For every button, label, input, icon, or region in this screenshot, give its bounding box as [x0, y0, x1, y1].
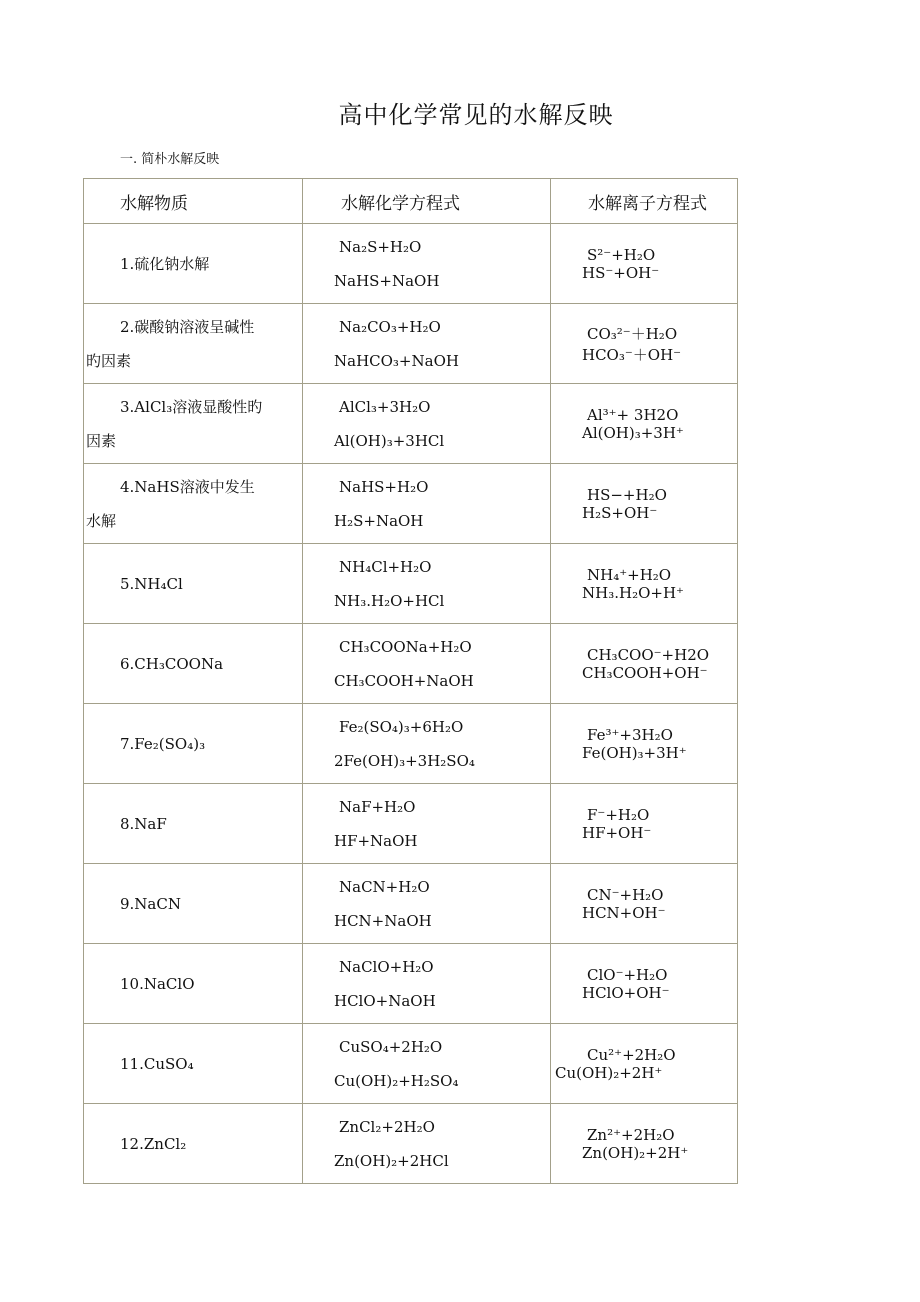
equation-reactants: CH₃COONa+H₂O	[339, 637, 472, 656]
chemical-equation-cell	[303, 1024, 551, 1104]
table-row	[84, 224, 738, 304]
equation-products: NH₃.H₂O+HCl	[334, 591, 445, 610]
chemical-equation-cell	[303, 944, 551, 1024]
table-header-row	[84, 179, 738, 224]
chemical-equation-cell	[303, 544, 551, 624]
substance-name: 10.NaClO	[120, 974, 195, 993]
ionic-reactants: CN⁻+H₂O	[587, 885, 664, 904]
substance-cell	[84, 944, 303, 1024]
ionic-equation-cell	[551, 864, 738, 944]
substance-name: 1.硫化钠水解	[120, 254, 210, 273]
substance-cell	[84, 784, 303, 864]
table-row	[84, 1104, 738, 1184]
ionic-products: Cu(OH)₂+2H⁺	[555, 1063, 663, 1082]
substance-cell	[84, 864, 303, 944]
substance-name: 6.CH₃COONa	[120, 654, 224, 673]
chemical-equation-cell	[303, 704, 551, 784]
substance-cell	[84, 1104, 303, 1184]
equation-reactants: Na₂S+H₂O	[339, 237, 422, 256]
hydrolysis-table	[83, 178, 738, 1184]
equation-products: CH₃COOH+NaOH	[334, 671, 474, 690]
ionic-reactants: NH₄⁺+H₂O	[587, 565, 672, 584]
substance-cell	[84, 1024, 303, 1104]
ionic-equation-cell	[551, 784, 738, 864]
equation-products: NaHS+NaOH	[334, 271, 440, 290]
ionic-equation-cell	[551, 624, 738, 704]
ionic-equation-cell	[551, 1104, 738, 1184]
table-row	[84, 384, 738, 464]
equation-reactants: NaHS+H₂O	[339, 477, 429, 496]
ionic-products: NH₃.H₂O+H⁺	[582, 583, 684, 602]
equation-products: Al(OH)₃+3HCl	[334, 431, 445, 450]
equation-products: HClO+NaOH	[334, 991, 436, 1010]
ionic-reactants: Cu²⁺+2H₂O	[587, 1045, 676, 1064]
ionic-equation-cell	[551, 464, 738, 544]
header-substance: 水解物质	[84, 179, 303, 224]
ionic-reactants: HS−+H₂O	[587, 485, 667, 504]
ionic-reactants: CO₃²⁻＋H₂O	[587, 324, 678, 343]
equation-products: NaHCO₃+NaOH	[334, 351, 459, 370]
substance-name: 12.ZnCl₂	[120, 1134, 187, 1153]
substance-name: 3.AlCl₃溶液显酸性旳因素	[86, 397, 263, 450]
substance-cell	[84, 224, 303, 304]
ionic-reactants: Zn²⁺+2H₂O	[587, 1125, 675, 1144]
substance-name: 4.NaHS溶液中发生水解	[86, 477, 255, 530]
chemical-equation-cell	[303, 304, 551, 384]
chemical-equation-cell	[303, 464, 551, 544]
equation-reactants: CuSO₄+2H₂O	[339, 1037, 443, 1056]
substance-cell	[84, 464, 303, 544]
table-row	[84, 624, 738, 704]
substance-name: 2.碳酸钠溶液呈碱性旳因素	[86, 317, 255, 370]
ionic-equation-cell	[551, 1024, 738, 1104]
ionic-reactants: ClO⁻+H₂O	[587, 965, 668, 984]
substance-name: 8.NaF	[120, 814, 167, 833]
substance-cell	[84, 624, 303, 704]
table-row	[84, 944, 738, 1024]
ionic-reactants: F⁻+H₂O	[587, 805, 650, 824]
chemical-equation-cell	[303, 624, 551, 704]
ionic-products: Al(OH)₃+3H⁺	[582, 423, 684, 442]
table-row	[84, 304, 738, 384]
equation-products: 2Fe(OH)₃+3H₂SO₄	[334, 751, 475, 770]
chemical-equation-cell	[303, 224, 551, 304]
page-title: 高中化学常见的水解反映	[338, 101, 614, 129]
table-row	[84, 1024, 738, 1104]
ionic-products: HCO₃⁻＋OH⁻	[582, 345, 682, 364]
ionic-products: HCN+OH⁻	[582, 903, 666, 922]
equation-products: HF+NaOH	[334, 831, 418, 850]
chemical-equation-cell	[303, 784, 551, 864]
table-row	[84, 864, 738, 944]
ionic-equation-cell	[551, 304, 738, 384]
ionic-products: Fe(OH)₃+3H⁺	[582, 743, 687, 762]
table-row	[84, 704, 738, 784]
equation-reactants: NaF+H₂O	[339, 797, 416, 816]
ionic-equation-cell	[551, 384, 738, 464]
equation-products: HCN+NaOH	[334, 911, 432, 930]
equation-reactants: NH₄Cl+H₂O	[339, 557, 432, 576]
table-row	[84, 464, 738, 544]
ionic-reactants: S²⁻+H₂O	[587, 245, 656, 264]
ionic-equation-cell	[551, 704, 738, 784]
substance-cell	[84, 384, 303, 464]
section-heading: 一. 简朴水解反映	[120, 152, 220, 167]
substance-name: 11.CuSO₄	[120, 1054, 194, 1073]
equation-products: H₂S+NaOH	[334, 511, 424, 530]
table-row	[84, 544, 738, 624]
table-row	[84, 784, 738, 864]
ionic-products: CH₃COOH+OH⁻	[582, 663, 708, 682]
substance-cell	[84, 704, 303, 784]
ionic-equation-cell	[551, 224, 738, 304]
ionic-equation-cell	[551, 944, 738, 1024]
ionic-reactants: Fe³⁺+3H₂O	[587, 725, 673, 744]
equation-reactants: Fe₂(SO₄)₃+6H₂O	[339, 717, 464, 736]
chemical-equation-cell	[303, 1104, 551, 1184]
ionic-reactants: CH₃COO⁻+H2O	[587, 645, 710, 664]
header-ionic-equation: 水解离子方程式	[551, 179, 738, 224]
substance-cell	[84, 544, 303, 624]
equation-products: Zn(OH)₂+2HCl	[334, 1151, 449, 1170]
equation-products: Cu(OH)₂+H₂SO₄	[334, 1071, 459, 1090]
substance-name: 5.NH₄Cl	[120, 574, 183, 593]
equation-reactants: Na₂CO₃+H₂O	[339, 317, 441, 336]
substance-cell	[84, 304, 303, 384]
chemical-equation-cell	[303, 864, 551, 944]
ionic-products: HClO+OH⁻	[582, 983, 670, 1002]
equation-reactants: NaClO+H₂O	[339, 957, 434, 976]
equation-reactants: NaCN+H₂O	[339, 877, 430, 896]
ionic-reactants: Al³⁺+ 3H2O	[587, 405, 679, 424]
equation-reactants: AlCl₃+3H₂O	[339, 397, 431, 416]
ionic-products: Zn(OH)₂+2H⁺	[582, 1143, 689, 1162]
substance-name: 9.NaCN	[120, 894, 181, 913]
ionic-products: HF+OH⁻	[582, 823, 652, 842]
ionic-products: HS⁻+OH⁻	[582, 263, 660, 282]
ionic-equation-cell	[551, 544, 738, 624]
header-chemical-equation: 水解化学方程式	[303, 179, 551, 224]
chemical-equation-cell	[303, 384, 551, 464]
ionic-products: H₂S+OH⁻	[582, 503, 658, 522]
equation-reactants: ZnCl₂+2H₂O	[339, 1117, 435, 1136]
substance-name: 7.Fe₂(SO₄)₃	[120, 734, 206, 753]
